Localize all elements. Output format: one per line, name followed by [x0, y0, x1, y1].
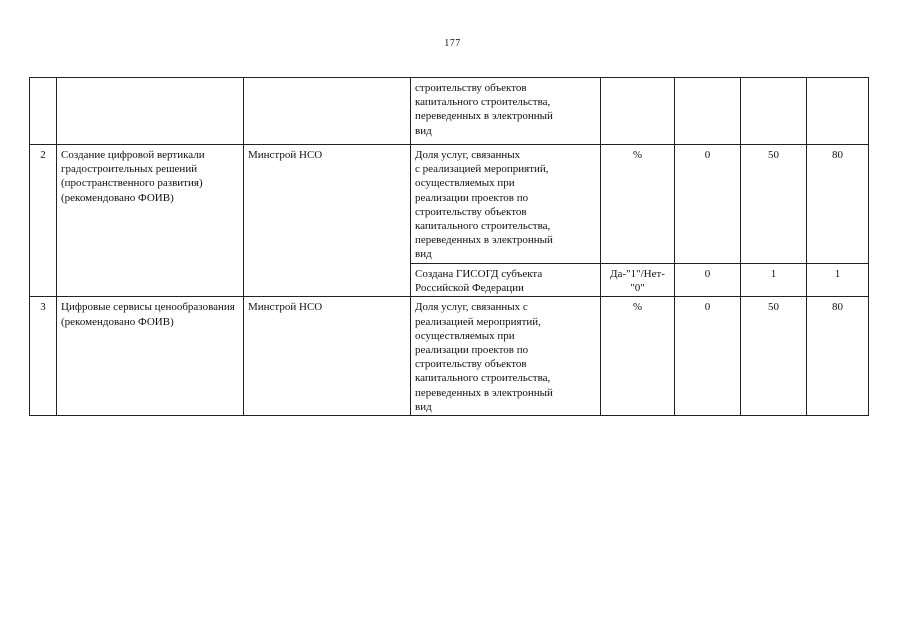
page-number: 177: [444, 38, 461, 49]
activity-name-cell: [57, 78, 244, 145]
indicator-cell: строительству объектов капитального строительства, переведенных в электронный вид: [411, 78, 601, 145]
table-row: [30, 297, 869, 416]
value-cell-3: 1: [807, 264, 869, 297]
table-row: [30, 78, 869, 145]
value-cell-3: [807, 78, 869, 145]
unit-cell: %: [601, 297, 675, 416]
unit-cell: Да-"1"/Нет-"0": [601, 264, 675, 297]
value-cell-2: [741, 78, 807, 145]
row-number-cell: 3: [30, 297, 57, 416]
activity-name-cell: Цифровые сервисы ценообразования (рекомендовано ФОИВ): [57, 297, 244, 416]
value-cell-2: 50: [741, 297, 807, 416]
value-cell-2: 1: [741, 264, 807, 297]
indicator-cell: Создана ГИСОГД субъекта Российской Федерации: [411, 264, 601, 297]
value-cell-2: 50: [741, 145, 807, 264]
table-row: [30, 145, 869, 264]
indicator-cell: Доля услуг, связанных с реализацией мероприятий, осуществляемых при реализации проектов по строительству объектов капитального строительства, переведенных в электронный вид: [411, 145, 601, 264]
value-cell-3: 80: [807, 297, 869, 416]
document-table: [29, 77, 869, 416]
indicator-cell: Доля услуг, связанных с реализацией мероприятий, осуществляемых при реализации проектов по строительству объектов капитального строительства, переведенных в электронный вид: [411, 297, 601, 416]
responsible-org-cell: Минстрой НСО: [244, 145, 411, 297]
value-cell-1: 0: [675, 145, 741, 264]
unit-cell: %: [601, 145, 675, 264]
value-cell-1: 0: [675, 297, 741, 416]
responsible-org-cell: [244, 78, 411, 145]
row-number-cell: 2: [30, 145, 57, 297]
activity-name-cell: Создание цифровой вертикали градостроительных решений (пространственного развития) (рекомендовано ФОИВ): [57, 145, 244, 297]
value-cell-3: 80: [807, 145, 869, 264]
value-cell-1: 0: [675, 264, 741, 297]
responsible-org-cell: Минстрой НСО: [244, 297, 411, 416]
unit-cell: [601, 78, 675, 145]
row-number-cell: [30, 78, 57, 145]
value-cell-1: [675, 78, 741, 145]
